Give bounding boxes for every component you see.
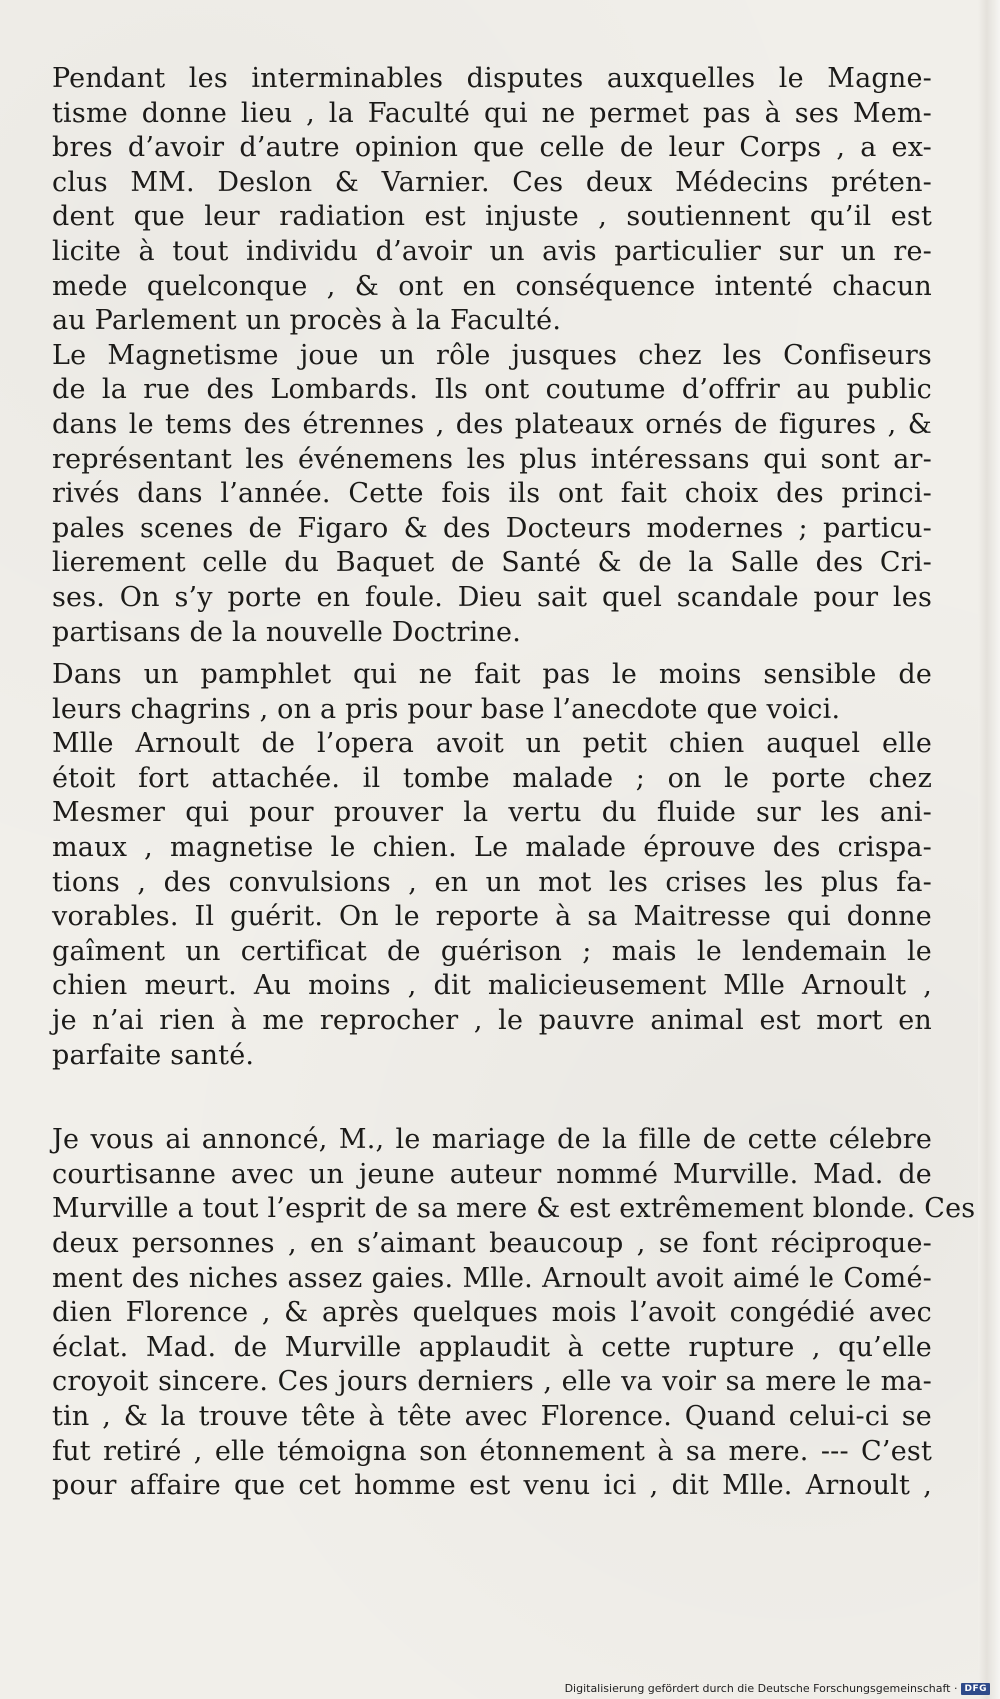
credit-text: Digitalisierung gefördert durch die Deutsche Forschungsgemeinschaft ·: [564, 1682, 958, 1695]
text-line: au Parlement un procès à la Faculté.: [52, 305, 562, 337]
text-line: leurs chagrins , on a pris pour base l’anecdote que voici.: [52, 693, 841, 725]
paragraph-1: [52, 62, 932, 339]
paragraph-gap: [52, 650, 932, 658]
text-line: croyoit sincere. Ces jours derniers , elle va voir sa mere le ma-: [52, 1366, 932, 1398]
text-line: rivés dans l’année. Cette fois ils ont fait choix des princi-: [52, 478, 932, 510]
text-line: courtisanne avec un jeune auteur nommé Murville. Mad. de: [52, 1158, 932, 1190]
text-line: tions , des convulsions , en un mot les crises les plus fa-: [52, 866, 932, 898]
paragraph-4: [52, 727, 932, 1073]
text-line: deux personnes , en s’aimant beaucoup , se font réciproque-: [52, 1228, 932, 1259]
text-line: éclat. Mad. de Murville applaudit à cette rupture , qu’elle: [52, 1331, 932, 1363]
text-line: Dans un pamphlet qui ne fait pas le moins sensible de: [52, 659, 932, 691]
text-line: partisans de la nouvelle Doctrine.: [52, 616, 521, 648]
text-line: dien Florence , & après quelques mois l’avoit congédié avec: [52, 1297, 932, 1329]
text-line: pour affaire que cet homme est venu ici , dit Mlle. Arnoult ,: [52, 1470, 932, 1502]
page-edge-shadow: [978, 0, 1000, 1699]
text-line: dans le tems des étrennes , des plateaux ornés de figures , &: [52, 408, 932, 440]
paragraph-5: [52, 1123, 976, 1504]
text-line: maux , magnetise le chien. Le malade éprouve des crispa-: [52, 832, 932, 864]
text-line: gaîment un certificat de guérison ; mais le lendemain le: [52, 935, 932, 967]
text-line: de la rue des Lombards. Ils ont coutume d’offrir au public: [52, 374, 932, 406]
paragraph-3: [52, 658, 932, 727]
text-line: fut retiré , elle témoigna son étonnement à sa mere. --- C’est: [52, 1435, 932, 1467]
text-line: clus MM. Deslon & Varnier. Ces deux Médecins préten-: [52, 166, 932, 198]
text-line: Je vous ai annoncé, M., le mariage de la fille de cette célebre: [52, 1124, 932, 1156]
text-line: Pendant les interminables disputes auxquelles le Magne-: [52, 63, 932, 94]
text-line: Le Magnetisme joue un rôle jusques chez les Confiseurs: [52, 339, 932, 371]
text-line: licite à tout individu d’avoir un avis particulier sur un re-: [52, 235, 932, 267]
text-line: ses. On s’y porte en foule. Dieu sait quel scandale pour les: [52, 581, 932, 613]
text-line: parfaite santé.: [52, 1039, 255, 1071]
text-line: mede quelconque , & ont en conséquence intenté chacun: [52, 270, 932, 302]
text-line: bres d’avoir d’autre opinion que celle de leur Corps , a ex-: [52, 132, 932, 164]
text-line: dent que leur radiation est injuste , soutiennent qu’il est: [52, 201, 932, 233]
text-line: Murville a tout l’esprit de sa mere & est extrêmement blonde. Ces: [52, 1193, 976, 1225]
text-line: Mlle Arnoult de l’opera avoit un petit chien auquel elle: [52, 728, 932, 760]
text-line: représentant les événemens les plus intéressans qui sont ar-: [52, 443, 932, 475]
text-line: étoit fort attachée. il tombe malade ; on le porte chez: [52, 762, 932, 794]
text-line: chien meurt. Au moins , dit malicieusement Mlle Arnoult ,: [52, 970, 932, 1002]
digitization-credit: [565, 1682, 990, 1695]
text-line: je n’ai rien à me reprocher , le pauvre animal est mort en: [52, 1005, 932, 1037]
text-line: ment des niches assez gaies. Mlle. Arnoult avoit aimé le Comé-: [52, 1262, 932, 1294]
text-line: lierement celle du Baquet de Santé & de la Salle des Cri-: [52, 547, 932, 579]
text-line: vorables. Il guérit. On le reporte à sa Maitresse qui donne: [52, 901, 932, 933]
text-line: tisme donne lieu , la Faculté qui ne permet pas à ses Mem-: [52, 97, 932, 129]
dfg-logo: DFG: [961, 1683, 990, 1695]
body-text: [52, 62, 976, 1504]
text-line: tin , & la trouve tête à tête avec Florence. Quand celui-ci se: [52, 1400, 932, 1432]
paragraph-2: [52, 339, 932, 650]
section-gap: [52, 1073, 932, 1123]
text-line: pales scenes de Figaro & des Docteurs modernes ; particu-: [52, 512, 932, 544]
text-line: Mesmer qui pour prouver la vertu du fluide sur les ani-: [52, 797, 932, 829]
